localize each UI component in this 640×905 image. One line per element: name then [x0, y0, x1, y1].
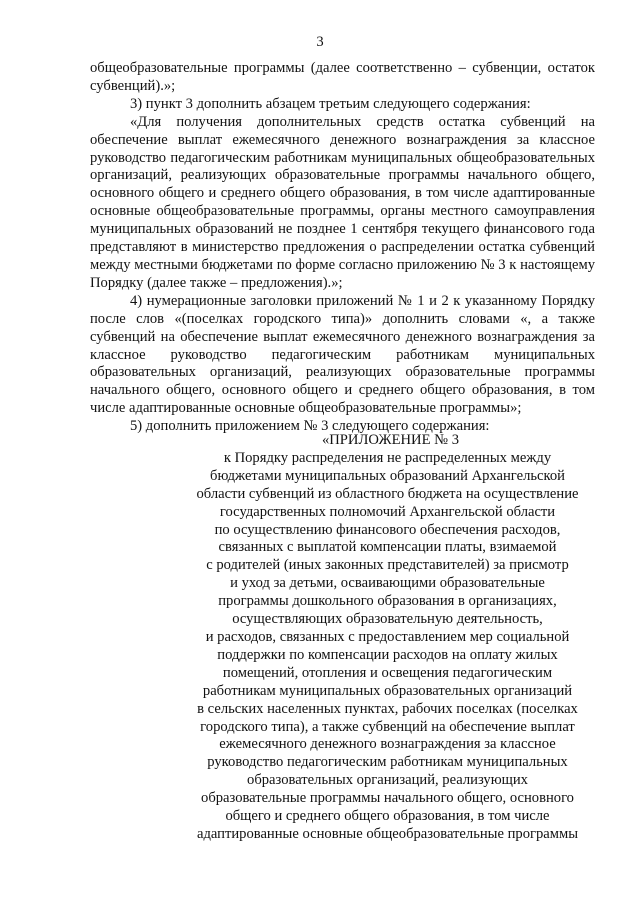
appendix-line: и расходов, связанных с предоставлением мер социальной — [205, 628, 570, 645]
appendix-line: работникам муниципальных образовательных организаций — [202, 682, 573, 699]
paragraph: 3) пункт 3 дополнить абзацем третьим следующего содержания: — [130, 95, 531, 112]
appendix-line: образовательных организаций, реализующих — [247, 772, 528, 789]
body-text — [90, 60, 595, 436]
appendix-line: осуществляющих образовательную деятельность, — [232, 611, 543, 628]
appendix-line: в сельских населенных пунктах, рабочих поселках (поселках — [197, 700, 578, 717]
appendix-line: бюджетами муниципальных образований Архангельской — [210, 467, 565, 484]
paragraph: общеобразовательные программы (далее соответственно – субвенции, остаток субвенций).»; — [90, 60, 595, 94]
appendix-line: городского типа), а также субвенций на обеспечение выплат — [200, 718, 575, 735]
appendix-line: общего и среднего общего образования, в том числе — [225, 808, 550, 825]
paragraph: 4) нумерационные заголовки приложений № 1 и 2 к указанному Порядку после слов «(поселках городского типа)» дополнить словами «, а также субвенций на обеспечение выплат ежемесячного денежного вознаграждения за классное руководство педагогическим работникам муниципальных образовательных организаций, реализующих образовательные программы начального общего, основного общего и среднего общего образования, в том числе адаптированные основные общеобразовательные программы»; — [90, 292, 595, 417]
appendix-line: с родителей (иных законных представителей) за присмотр — [206, 557, 569, 574]
page-number: 3 — [316, 34, 324, 50]
appendix-line: государственных полномочий Архангельской области — [219, 503, 556, 520]
appendix-line: по осуществлению финансового обеспечения расходов, — [214, 521, 561, 538]
appendix-line: связанных с выплатой компенсации платы, взимаемой — [218, 539, 557, 556]
paragraph: «Для получения дополнительных средств остатка субвенций на обеспечение выплат ежемесячного денежного вознаграждения за классное руководство педагогическим работникам муниципальных общеобразовательных организаций, реализующих образовательные программы начального общего, основного общего и среднего общего образования, в том числе адаптированные основные общеобразовательные программы, органы местного самоуправления муниципальных образований не позднее 1 сентября текущего финансового года представляют в министерство предложения о распределении остатка субвенций между местными бюджетами по форме согласно приложению № 3 к настоящему Порядку (далее также – предложения).»; — [90, 113, 595, 291]
appendix-line: помещений, отопления и освещения педагогическим — [222, 664, 553, 681]
appendix-line: области субвенций из областного бюджета на осуществление — [196, 485, 579, 502]
appendix-line: к Порядку распределения не распределенных между — [223, 449, 552, 466]
appendix-line: ежемесячного денежного вознаграждения за классное — [219, 736, 556, 753]
appendix-line: образовательные программы начального общего, основного — [201, 790, 574, 807]
paragraph: 5) дополнить приложением № 3 следующего содержания: — [130, 418, 490, 435]
appendix-line: адаптированные основные общеобразовательные программы — [196, 825, 579, 842]
appendix-heading: «ПРИЛОЖЕНИЕ № 3 — [321, 432, 460, 448]
appendix-line: руководство педагогическим работникам муниципальных — [207, 754, 568, 771]
appendix-line: программы дошкольного образования в организациях, — [218, 593, 557, 610]
appendix-block — [180, 432, 595, 844]
appendix-line: поддержки по компенсации расходов на оплату жилых — [217, 646, 558, 663]
appendix-line: и уход за детьми, осваивающими образовательные — [230, 575, 545, 592]
